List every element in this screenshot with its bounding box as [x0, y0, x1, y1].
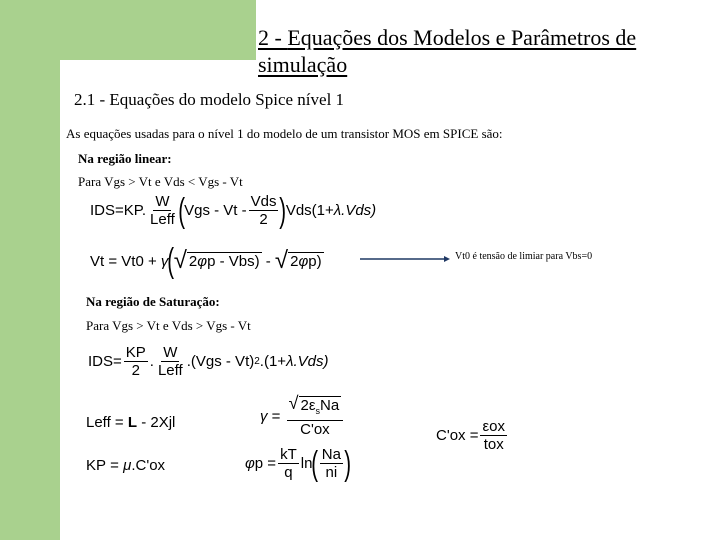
green-top-band [60, 0, 256, 60]
saturation-condition: Para Vgs > Vt e Vds > Vgs - Vt [86, 318, 251, 333]
ids-linear-equation: IDS = KP. $\frac{W}{\text{Leff}}$ ( Vgs - Vt - $\frac{\text{Vds}}{2}$ ) Vds(1+ λ .Vds) [90, 191, 377, 230]
intro-text: As equações usadas para o nível 1 do modelo de um transistor MOS em SPICE são: [66, 126, 503, 141]
cox-equation: C'ox = $\frac{\text{εox}}{\text{tox}}$ [436, 418, 506, 453]
phip-equation: φ p = $\frac{kT}{q}$ ln ( $\frac{Na}{ni}$ ) [245, 444, 352, 483]
saturation-heading: Na região de Saturação: [86, 294, 220, 309]
kp-equation: KP = μ .C'ox [86, 457, 166, 474]
vt0-note: Vt0 é tensão de limiar para Vbs=0 [455, 251, 593, 262]
ids-saturation-equation: IDS = $\frac{KP}{2}$ . $\frac{W}{\text{Leff}}$ .(Vgs - Vt) 2 .(1+ λ .Vds) [88, 344, 329, 379]
linear-region-heading: Na região linear: [78, 151, 172, 166]
arrow-icon [360, 256, 450, 262]
vt-equation: Vt = Vt0 + γ ( √ 2φp - Vbs) - √ 2φp) [90, 242, 322, 280]
gamma-equation: γ = √ $2\varepsilon_sNa$ C'ox [260, 394, 345, 438]
section-subtitle: 2.1 - Equações do modelo Spice nível 1 [74, 90, 345, 109]
green-side-bar [0, 0, 60, 540]
linear-condition: Para Vgs > Vt e Vds < Vgs - Vt [78, 174, 243, 189]
slide-title: 2 - Equações dos Modelos e Parâmetros de simulação [258, 25, 637, 77]
leff-equation: Leff = L - 2Xjl [86, 414, 176, 431]
